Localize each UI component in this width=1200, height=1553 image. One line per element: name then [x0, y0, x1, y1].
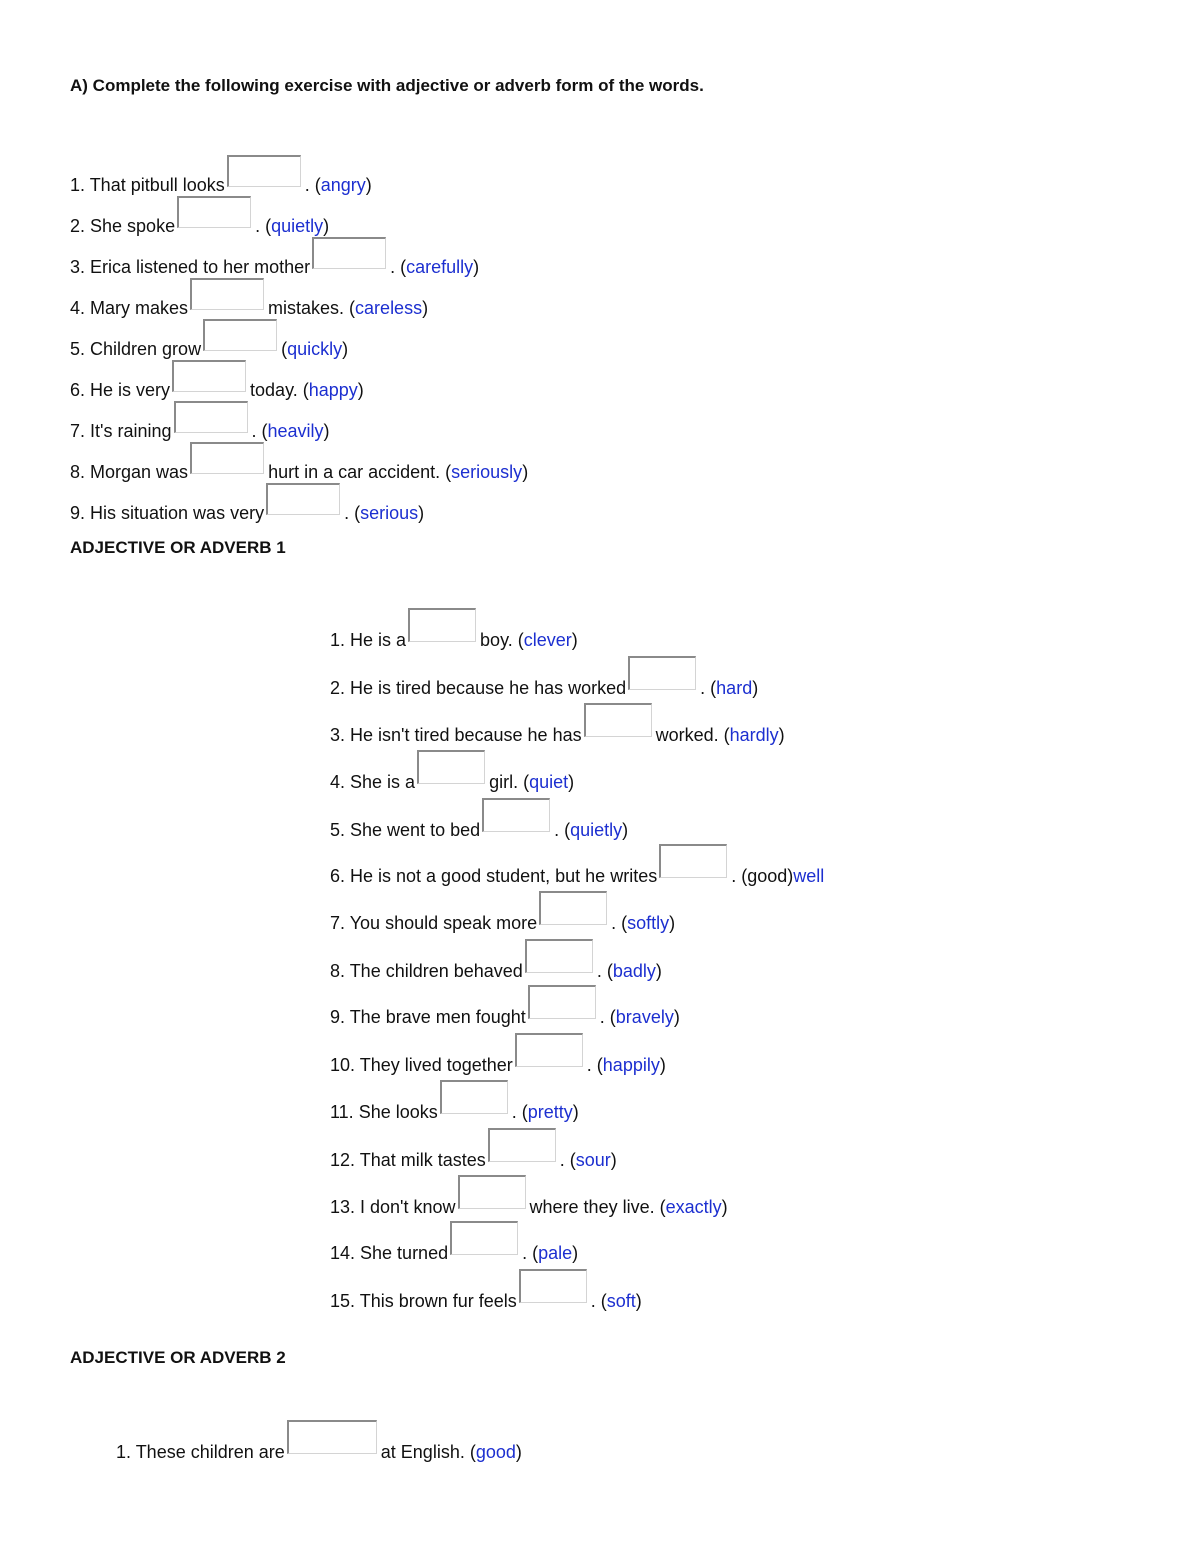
item-prompt: 13. I don't know [330, 1197, 456, 1217]
item-continuation: ( [281, 339, 288, 359]
exercise-item [330, 852, 824, 886]
word-hint: angry [320, 175, 366, 195]
exercise-item [330, 616, 578, 650]
answer-input[interactable] [417, 750, 485, 784]
item-prompt: 12. That milk tastes [330, 1150, 486, 1170]
exercise-item [330, 1277, 642, 1311]
word-hint: happily [602, 1055, 660, 1075]
item-continuation: . ( [599, 1007, 616, 1027]
hint-close-paren: ) [473, 257, 480, 277]
hint-close-paren: ) [418, 503, 425, 523]
exercise-item [330, 664, 758, 698]
item-prompt: 4. Mary makes [70, 298, 189, 318]
hint-close-paren: ) [572, 1102, 579, 1122]
exercise-item [70, 245, 479, 277]
word-hint: careless [355, 298, 423, 318]
item-prompt: 6. He is very [70, 380, 171, 400]
item-prompt: 9. His situation was very [70, 503, 265, 523]
word-hint: happy [308, 380, 358, 400]
hint-close-paren: ) [635, 1291, 642, 1311]
word-hint: quietly [570, 820, 623, 840]
item-continuation: girl. ( [489, 772, 530, 792]
item-continuation: . ( [255, 216, 272, 236]
item-continuation: . ( [251, 421, 268, 441]
answer-input[interactable] [584, 703, 652, 737]
exercise-item [70, 409, 330, 441]
item-prompt: 1. These children are [116, 1442, 285, 1462]
exercise-item [70, 163, 372, 195]
answer-input[interactable] [177, 196, 251, 228]
item-continuation: . ( [586, 1055, 603, 1075]
typed-answer-note: well [793, 866, 825, 886]
hint-close-paren: ) [721, 1197, 728, 1217]
word-hint: pretty [527, 1102, 573, 1122]
answer-input[interactable] [528, 985, 596, 1019]
word-hint: hardly [729, 725, 779, 745]
exercise-item [330, 1136, 617, 1170]
item-prompt: 1. He is a [330, 630, 407, 650]
item-continuation: . ( [731, 866, 748, 886]
hint-close-paren: ) [522, 462, 529, 482]
answer-input[interactable] [450, 1221, 518, 1255]
word-hint: sour [575, 1150, 611, 1170]
item-prompt: 3. He isn't tired because he has [330, 725, 582, 745]
hint-close-paren: ) [572, 1243, 579, 1263]
hint-close-paren: ) [323, 216, 330, 236]
answer-input[interactable] [174, 401, 248, 433]
exercise-item [70, 286, 428, 318]
answer-input[interactable] [312, 237, 386, 269]
word-hint: exactly [665, 1197, 722, 1217]
word-hint: badly [612, 961, 656, 981]
answer-input[interactable] [440, 1080, 508, 1114]
item-continuation: . ( [590, 1291, 607, 1311]
item-continuation: . ( [522, 1243, 539, 1263]
hint-close-paren: ) [787, 866, 794, 886]
answer-input[interactable] [287, 1420, 377, 1454]
exercise-item [330, 1041, 666, 1075]
answer-input[interactable] [190, 278, 264, 310]
word-hint: bravely [615, 1007, 674, 1027]
answer-input[interactable] [628, 656, 696, 690]
word-hint: heavily [267, 421, 324, 441]
answer-input[interactable] [203, 319, 277, 351]
exercise-item [330, 806, 628, 840]
exercise-item [70, 204, 329, 236]
word-hint: good [747, 866, 788, 886]
item-prompt: 4. She is a [330, 772, 416, 792]
item-prompt: 3. Erica listened to her mother [70, 257, 311, 277]
hint-close-paren: ) [659, 1055, 666, 1075]
hint-close-paren: ) [323, 421, 330, 441]
word-hint: good [475, 1442, 516, 1462]
item-continuation: . ( [554, 820, 571, 840]
answer-input[interactable] [515, 1033, 583, 1067]
item-continuation: hurt in a car accident. ( [268, 462, 452, 482]
item-prompt: 8. The children behaved [330, 961, 523, 981]
hint-close-paren: ) [571, 630, 578, 650]
item-prompt: 5. Children grow [70, 339, 202, 359]
word-hint: quiet [529, 772, 569, 792]
word-hint: softly [627, 913, 670, 933]
exercise-item [70, 368, 364, 400]
answer-input[interactable] [525, 939, 593, 973]
exercise-2-heading: ADJECTIVE OR ADVERB 2 [70, 1348, 286, 1367]
exercise-item [330, 1088, 579, 1122]
word-hint: quietly [271, 216, 324, 236]
item-continuation: boy. ( [480, 630, 524, 650]
hint-close-paren: ) [365, 175, 372, 195]
item-continuation: at English. ( [380, 1442, 476, 1462]
item-continuation: . ( [304, 175, 321, 195]
exercise-item [330, 711, 785, 745]
word-hint: quickly [287, 339, 343, 359]
hint-close-paren: ) [357, 380, 364, 400]
item-continuation: worked. ( [655, 725, 730, 745]
answer-input[interactable] [539, 891, 607, 925]
hint-close-paren: ) [669, 913, 676, 933]
item-continuation: . ( [511, 1102, 528, 1122]
item-prompt: 6. He is not a good student, but he writes [330, 866, 658, 886]
answer-input[interactable] [172, 360, 246, 392]
item-continuation: . ( [559, 1150, 576, 1170]
word-hint: seriously [451, 462, 523, 482]
exercise-item [330, 1183, 728, 1217]
word-hint: clever [523, 630, 572, 650]
item-continuation: . ( [390, 257, 407, 277]
exercise-item [116, 1428, 522, 1462]
answer-input[interactable] [190, 442, 264, 474]
exercise-item [330, 758, 574, 792]
word-hint: hard [716, 678, 753, 698]
word-hint: carefully [406, 257, 474, 277]
answer-input[interactable] [488, 1128, 556, 1162]
item-prompt: 9. The brave men fought [330, 1007, 526, 1027]
exercise-item [330, 947, 662, 981]
exercise-item [70, 327, 348, 359]
exercise-a-heading: A) Complete the following exercise with adjective or adverb form of the words. [70, 76, 704, 95]
exercise-1-heading: ADJECTIVE OR ADVERB 1 [70, 538, 286, 557]
exercise-item [330, 1229, 578, 1263]
item-continuation: . ( [344, 503, 361, 523]
answer-input[interactable] [519, 1269, 587, 1303]
item-prompt: 2. He is tired because he has worked [330, 678, 627, 698]
item-prompt: 7. You should speak more [330, 913, 538, 933]
item-continuation: . ( [596, 961, 613, 981]
item-prompt: 8. Morgan was [70, 462, 189, 482]
hint-close-paren: ) [515, 1442, 522, 1462]
item-prompt: 14. She turned [330, 1243, 449, 1263]
exercise-item [330, 899, 675, 933]
item-continuation: . ( [700, 678, 717, 698]
item-prompt: 5. She went to bed [330, 820, 481, 840]
item-prompt: 1. That pitbull looks [70, 175, 225, 195]
answer-input[interactable] [659, 844, 727, 878]
item-prompt: 2. She spoke [70, 216, 176, 236]
hint-close-paren: ) [752, 678, 759, 698]
hint-close-paren: ) [673, 1007, 680, 1027]
exercise-item [70, 450, 528, 482]
exercise-item [330, 993, 680, 1027]
hint-close-paren: ) [622, 820, 629, 840]
answer-input[interactable] [227, 155, 301, 187]
hint-close-paren: ) [342, 339, 349, 359]
item-continuation: mistakes. ( [268, 298, 356, 318]
hint-close-paren: ) [610, 1150, 617, 1170]
answer-input[interactable] [266, 483, 340, 515]
answer-input[interactable] [482, 798, 550, 832]
answer-input[interactable] [408, 608, 476, 642]
hint-close-paren: ) [655, 961, 662, 981]
answer-input[interactable] [458, 1175, 526, 1209]
exercise-item [70, 491, 424, 523]
hint-close-paren: ) [778, 725, 785, 745]
item-continuation: today. ( [250, 380, 309, 400]
word-hint: soft [606, 1291, 636, 1311]
word-hint: pale [538, 1243, 573, 1263]
item-prompt: 10. They lived together [330, 1055, 513, 1075]
hint-close-paren: ) [568, 772, 575, 792]
item-prompt: 15. This brown fur feels [330, 1291, 517, 1311]
hint-close-paren: ) [422, 298, 429, 318]
word-hint: serious [360, 503, 419, 523]
item-prompt: 11. She looks [330, 1102, 438, 1122]
item-continuation: . ( [611, 913, 628, 933]
item-prompt: 7. It's raining [70, 421, 172, 441]
item-continuation: where they live. ( [529, 1197, 666, 1217]
